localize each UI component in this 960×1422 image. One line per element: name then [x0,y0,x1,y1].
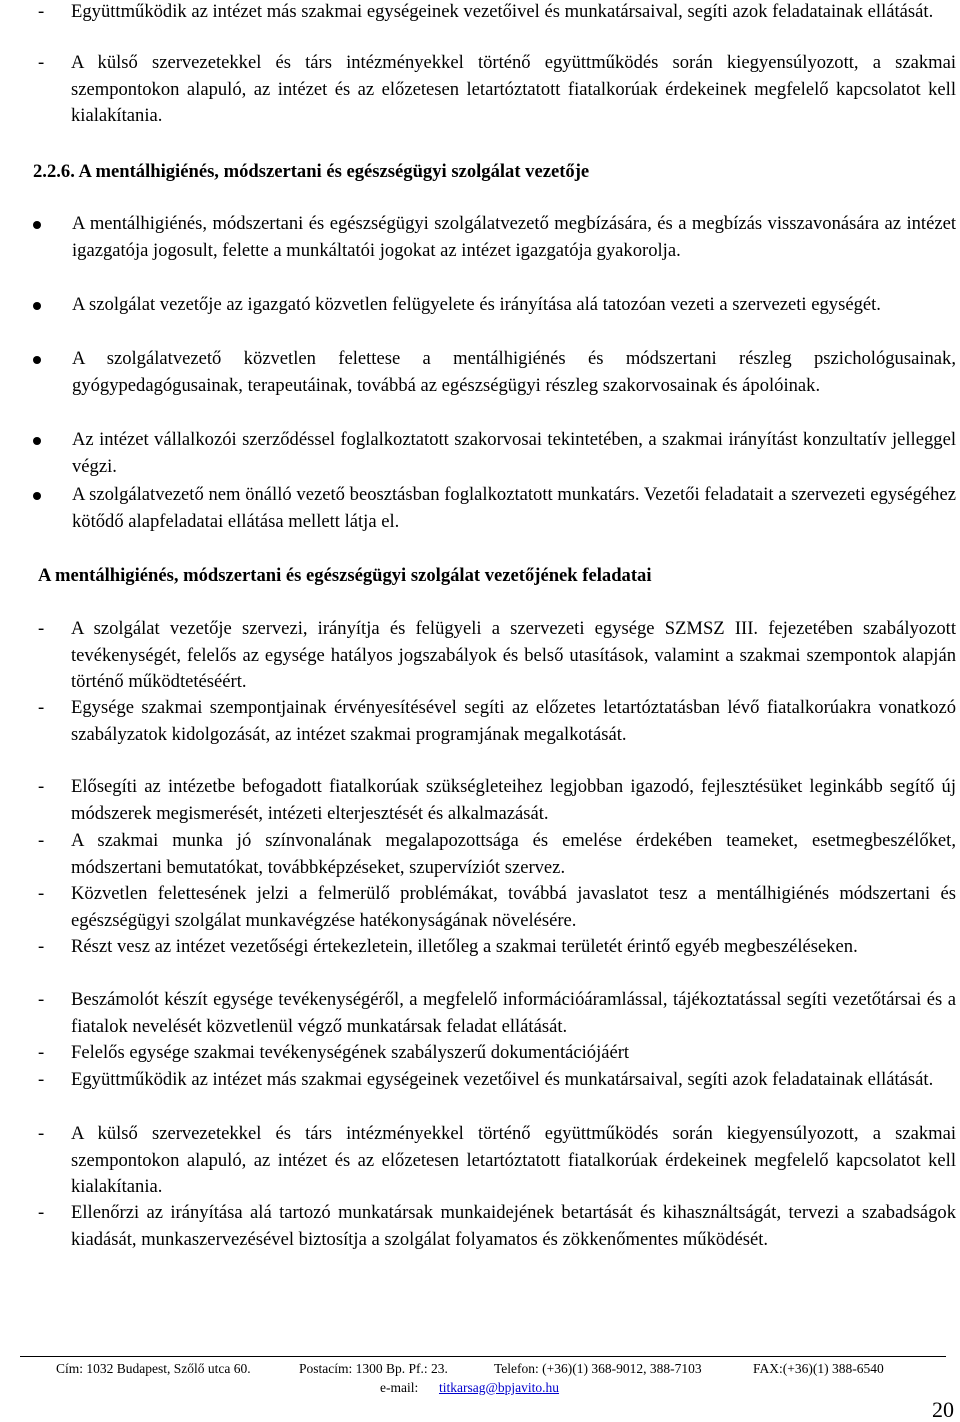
task-text: Felelős egysége szakmai tevékenységének szabályszerű dokumentációjáért [71,1042,630,1063]
dash-bullet: - [38,1123,45,1144]
bullet-text: A szolgálatvezető közvetlen felettese a mentálhigiénés és módszertani részleg pszichológusainak, gyógypedagógusainak, terapeutáinak, továbbá az egészségügyi részleg szakorvosainak és ápolóinak. [72,348,956,396]
bullet-dot-icon [33,437,41,445]
tasks-heading: A mentálhigiénés, módszertani és egészségügyi szolgálat vezetőjének feladatai [38,565,652,586]
section-number: 2.2.6. [33,161,75,182]
task-item [38,616,956,696]
dash-bullet: - [38,989,45,1010]
footer-email-link[interactable]: titkarsag@bpjavito.hu [438,1380,560,1395]
footer-phone: Telefon: (+36)(1) 368-9012, 388-7103 [494,1361,702,1376]
bullet-text: A szolgálat vezetője az igazgató közvetlen felügyelete és irányítása alá tatozóan vezeti a szervezeti egységét. [72,294,881,315]
footer-address: Cím: 1032 Budapest, Szőlő utca 60. [56,1361,251,1376]
task-text: Közvetlen felettesének jelzi a felmerülő problémákat, továbbá javaslatot tesz a mentálhigiénés módszertani és egészségügyi szolgálat munkavégzése hatékonyságának növelésére. [71,883,956,931]
bullet-item [33,427,956,480]
section-title: A mentálhigiénés, módszertani és egészségügyi szolgálat vezetője [78,161,590,182]
list-item-text: A külső szervezetekkel és társ intézményekkel történő együttműködés során kiegyensúlyozott, a szakmai szempontokon alapuló, az intézet és az előzetesen letartóztatott fiatalkorúak érdekeinek megfelelő kapcsolatot kell kialakítania. [71,52,956,126]
task-item [38,1200,956,1253]
task-item [38,934,956,961]
task-text: Beszámolót készít egysége tevékenységéről, a megfelelő információáramlással, tájékoztatással segíti vezetőtársai és a fiatalok nevelését közvetlenül végző munkatársak feladat ellátását. [71,989,956,1037]
task-item [38,1040,956,1067]
list-item [38,50,956,130]
task-item [38,828,956,881]
bullet-dot-icon [33,302,41,310]
task-item [38,881,956,934]
list-item [38,0,956,26]
dash-bullet: - [38,1,45,22]
footer-email-row [380,1380,559,1396]
bullet-item [33,292,956,319]
bullet-text: A szolgálatvezető nem önálló vezető beosztásban foglalkoztatott munkatárs. Vezetői feladatait a szervezeti egységéhez kötődő alapfeladatai ellátása mellett látja el. [72,484,956,532]
task-text: A szolgálat vezetője szervezi, irányítja és felügyeli a szervezeti egysége SZMSZ III. fejezetében szabályozott tevékenységét, felelős az egysége hatályos jogszabályok és belső utasítások, valamint a szakmai szempontok alapján történő működtetéséért. [71,618,956,692]
bullet-item [33,211,956,264]
dash-bullet: - [38,1042,45,1063]
task-text: Ellenőrzi az irányítása alá tartozó munkatársak munkaidejének betartását és kihasználtságát, tervezi a szabadságok kiadását, munkaszervezésével biztosítja a szolgálat folyamatos és zökkenőmentes működését. [71,1202,956,1250]
dash-bullet: - [38,618,45,639]
task-item [38,695,956,748]
dash-bullet: - [38,883,45,904]
bullet-item [33,482,956,535]
footer-email-label: e-mail: [380,1380,419,1395]
task-text: Együttműködik az intézet más szakmai egységeinek vezetőivel és munkatársaival, segíti azok feladatainak ellátását. [71,1069,934,1090]
bullet-item [33,346,956,399]
task-item [38,1121,956,1201]
dash-bullet: - [38,697,45,718]
dash-bullet: - [38,1069,45,1090]
dash-bullet: - [38,52,45,73]
bullet-dot-icon [33,221,41,229]
footer-postal: Postacím: 1300 Bp. Pf.: 23. [299,1361,448,1376]
task-text: Egysége szakmai szempontjainak érvényesítésével segíti az előzetes letartóztatásban lévő fiatalkorúakra vonatkozó szabályzatok kidolgozását, az intézet szakmai programjának megalkotását. [71,697,956,745]
task-text: A szakmai munka jó színvonalának megalapozottsága és emelése érdekében teameket, esetmegbeszélőket, módszertani bemutatókat, továbbképzéseket, szupervíziót szervez. [71,830,956,878]
section-heading [33,159,589,186]
task-item [38,774,956,827]
bullet-dot-icon [33,356,41,364]
bullet-dot-icon [33,492,41,500]
dash-bullet: - [38,776,45,797]
dash-bullet: - [38,936,45,957]
footer-fax: FAX:(+36)(1) 388-6540 [753,1361,884,1376]
dash-bullet: - [38,1202,45,1223]
page-number: 20 [932,1397,954,1422]
footer-divider [20,1356,946,1357]
task-item [38,987,956,1040]
list-item-text: Együttműködik az intézet más szakmai egységeinek vezetőivel és munkatársaival, segíti azok feladatainak ellátását. [71,1,934,22]
task-text: Elősegíti az intézetbe befogadott fiatalkorúak szükségleteihez legjobban igazodó, fejlesztésüket leginkább segítő új módszerek megismerését, intézeti elterjesztését és alkalmazását. [71,776,956,824]
bullet-text: A mentálhigiénés, módszertani és egészségügyi szolgálatvezető megbízására, és a megbízás visszavonására az intézet igazgatója jogosult, felette a munkáltatói jogokat az intézet igazgatója gyakorolja. [72,213,956,261]
bullet-text: Az intézet vállalkozói szerződéssel foglalkoztatott szakorvosai tekintetében, a szakmai irányítást konzultatív jelleggel végzi. [72,429,956,477]
dash-bullet: - [38,830,45,851]
task-text: A külső szervezetekkel és társ intézményekkel történő együttműködés során kiegyensúlyozott, a szakmai szempontokon alapuló, az intézet és az előzetesen letartóztatott fiatalkorúak érdekeinek megfelelő kapcsolatot kell kialakítania. [71,1123,956,1197]
task-text: Részt vesz az intézet vezetőségi értekezletein, illetőleg a szakmai területét érintő egyéb megbeszéléseken. [71,936,858,957]
task-item [38,1067,956,1094]
